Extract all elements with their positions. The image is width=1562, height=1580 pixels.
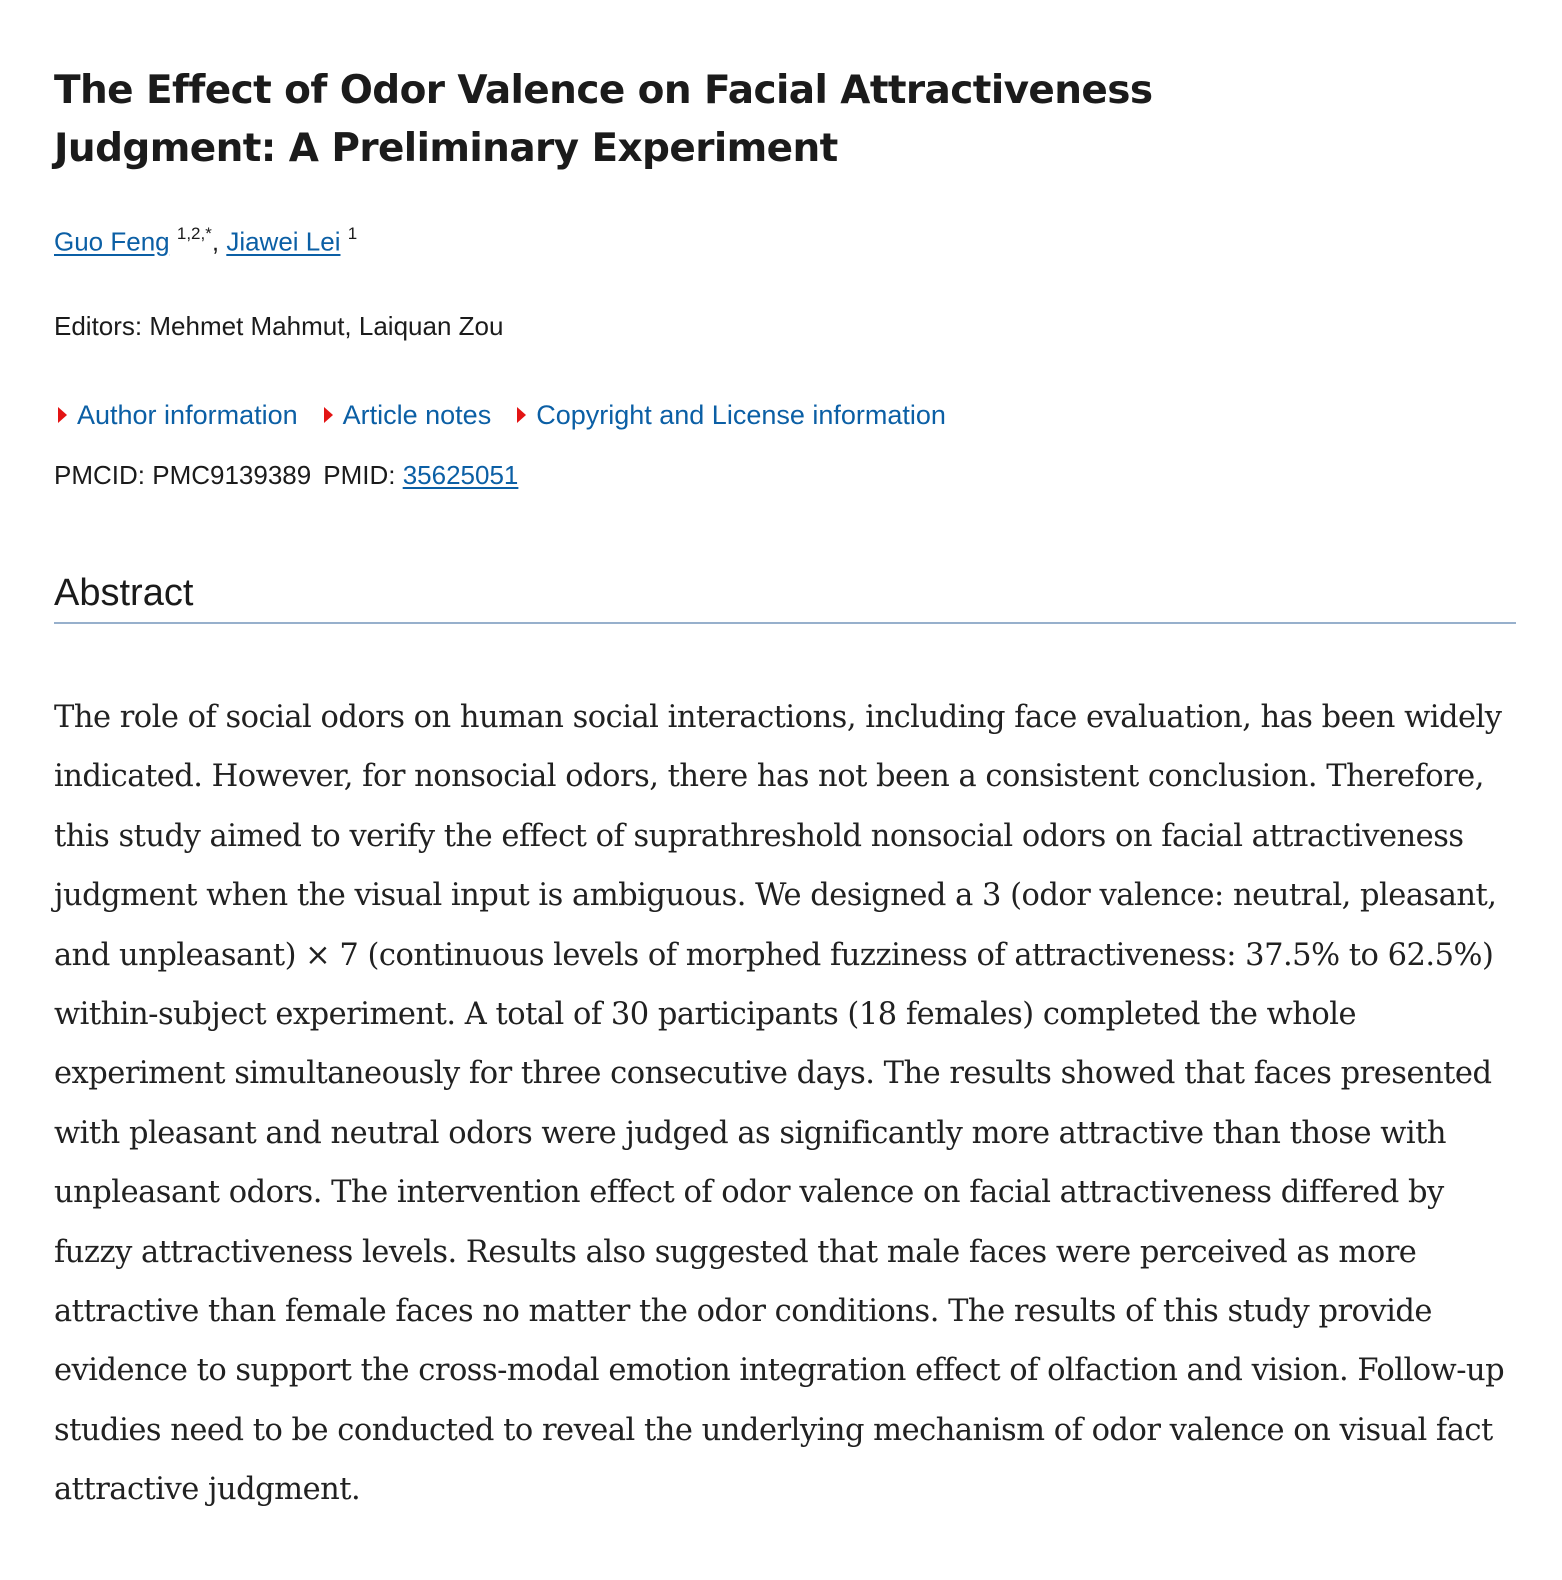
pmid-prefix: PMID: <box>323 460 403 490</box>
abstract-text: The role of social odors on human social interactions, including face evaluation, has been widely indicated. However, for nonsocial odors, there has not been a consistent conclusion. Therefore, this study aimed to verify the effect of suprathreshold nonsocial odors on facial attractiveness judgment when the visual input is ambiguous. We designed a 3 (odor valence: neutral, pleasant, and unpleasant) × 7 (continuous levels of morphed fuzziness of attractiveness: 37.5% to 62.5%) within-subject experiment. A total of 30 participants (18 females) completed the whole experiment simultaneously for three consecutive days. The results showed that faces presented with pleasant and neutral odors were judged as significantly more attractive than those with unpleasant odors. The intervention effect of odor valence on facial attractiveness differed by fuzzy attractiveness levels. Results also suggested that male faces were perceived as more attractive than female faces no matter the odor conditions. The results of this study provide evidence to support the cross-modal emotion integration effect of olfaction and vision. Follow-up studies need to be conducted to reveal the underlying mechanism of odor valence on visual fact attractive judgment. <box>54 700 1505 1508</box>
caret-right-icon <box>517 407 526 423</box>
article-info-links <box>54 397 946 433</box>
author-link-guo-feng[interactable]: Guo Feng <box>54 226 170 257</box>
caret-right-icon <box>324 407 333 423</box>
caret-right-icon <box>58 407 67 423</box>
article-notes-toggle[interactable] <box>320 397 492 433</box>
copyright-license-label: Copyright and License information <box>536 400 946 430</box>
pmid-link[interactable]: 35625051 <box>402 460 519 490</box>
article-title: The Effect of Odor Valence on Facial Attractiveness Judgment: A Preliminary Experiment <box>54 68 1153 171</box>
article-identifiers <box>54 457 518 493</box>
author-link-jiawei-lei[interactable]: Jiawei Lei <box>226 226 341 257</box>
editors-line: Editors: Mehmet Mahmut, Laiquan Zou <box>54 311 504 341</box>
abstract-divider <box>54 622 1516 624</box>
copyright-license-toggle[interactable] <box>513 397 946 433</box>
author-affiliation-guo-feng: 1,2,* <box>176 224 212 243</box>
author-information-toggle[interactable] <box>54 397 298 433</box>
pmcid: PMCID: PMC9139389 <box>54 460 312 490</box>
article-notes-label: Article notes <box>342 400 492 430</box>
abstract-heading: Abstract <box>54 572 194 614</box>
author-list <box>54 218 357 260</box>
author-affiliation-jiawei-lei: 1 <box>347 224 358 243</box>
author-information-label: Author information <box>77 400 298 430</box>
author-separator: , <box>211 226 227 257</box>
